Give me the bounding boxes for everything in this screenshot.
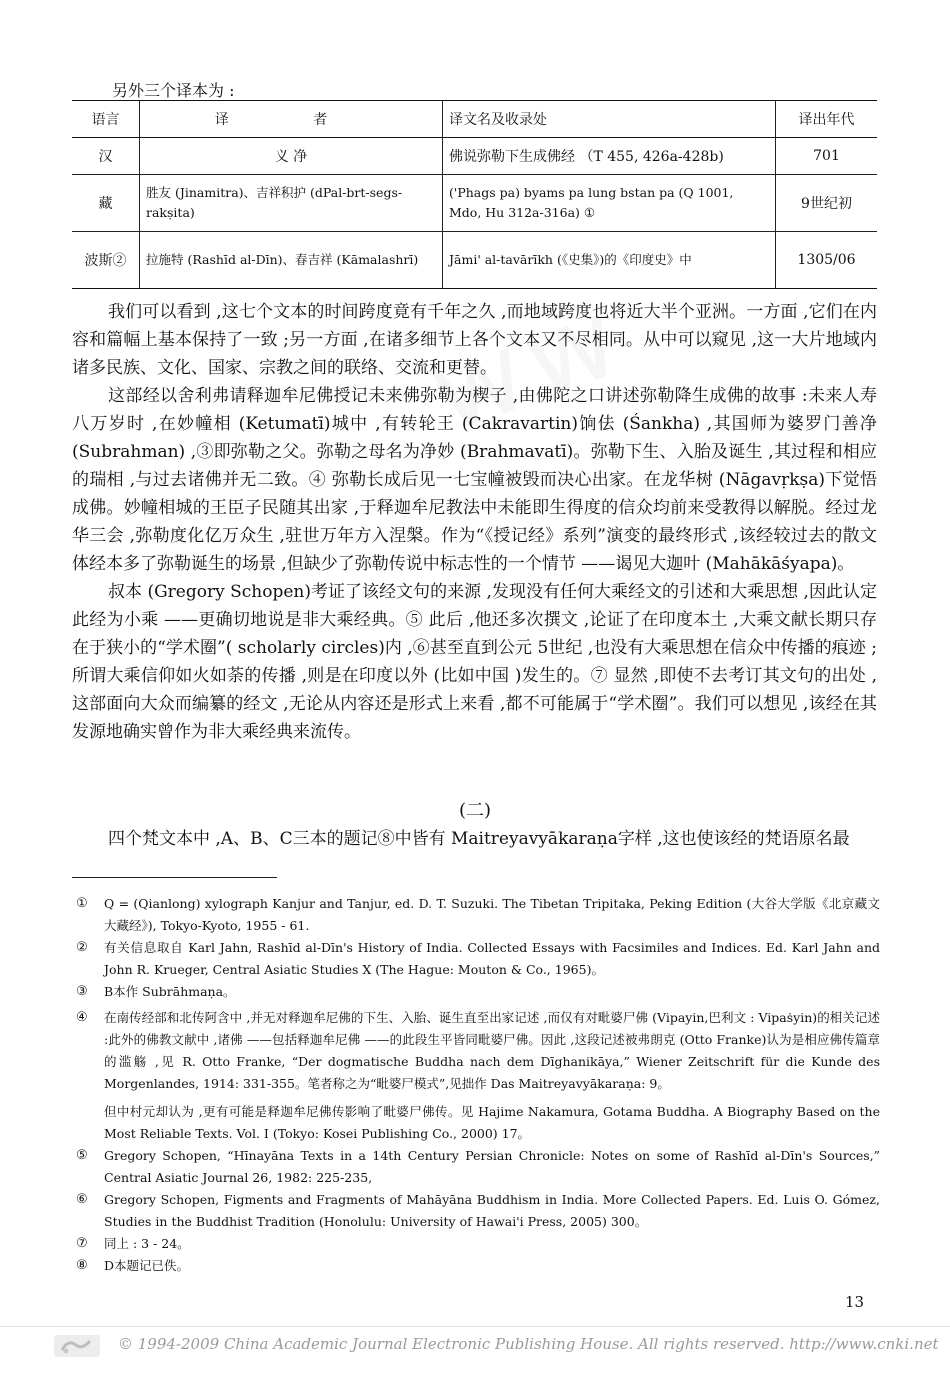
paragraph-2: 这部经以舍利弗请释迦牟尼佛授记未来佛弥勒为楔子 ,由佛陀之口讲述弥勒降生成佛的故事 :未来人寿八万岁时 ,在妙幢相 (Ketumatī)城中 ,有转轮王 (Cakravartin)饷佉 (Śankha) ,其国师为婆罗门善净 (Subrahman) ,③即弥勒之父。弥勒之母名为净妙 (Brahmavatī)。弥勒下生、入胎及诞生 ,其过程和相应的瑞相 ,与过去诸佛并无二致。④ 弥勒长成后见一七宝幢被毁而决心出家。在龙华树 (Nāgavṛkṣa)下觉悟成佛。妙幢相城的王臣子民随其出家 ,于释迦牟尼教法中未能即生得度的信众均前来受教得以解脱。经过龙华三会 ,弥勒度化亿万众生 ,驻世万年方入涅槃。作为“《授记经》系列”演变的最终形式 ,该经较过去的散文体经本多了弥勒诞生的场景 ,但缺少了弥勒传说中标志性的一个情节 ——谒见大迦叶 (Mahākāśyapa)。 <box>72 386 877 574</box>
header-date: 译出年代 <box>776 101 878 138</box>
footnote <box>76 1233 880 1255</box>
section-heading: (二) <box>458 800 492 821</box>
cell-language: 汉 <box>72 138 140 175</box>
table-header-row <box>72 101 877 138</box>
page-number: 13 <box>845 1293 865 1311</box>
footnote-text: B本作 Subrāhmaṇa。 <box>104 984 236 999</box>
footnote-mark: ⑥ <box>76 1192 88 1207</box>
intro-line: 另外三个译本为 : <box>112 81 235 100</box>
body-text <box>72 298 877 746</box>
cell-title: Jāmi' al-tavārīkh (《史集》)的《印度史》中 <box>443 232 776 289</box>
cell-date: 1305/06 <box>776 232 878 289</box>
paragraph-1: 我们可以看到 ,这七个文本的时间跨度竟有千年之久 ,而地域跨度也将近大半个亚洲。一方面 ,它们在内容和篇幅上基本保持了一致 ;另一方面 ,在诸多细节上各个文本又不尽相同。从中可以窥见 ,这一大片地域内诸多民族、文化、国家、宗教之间的联络、交流和更替。 <box>72 302 877 378</box>
table-row <box>72 175 877 232</box>
footnote <box>76 1145 880 1189</box>
footnote-mark: ⑦ <box>76 1236 88 1251</box>
footnote-text: 同上 : 3 - 24。 <box>104 1236 190 1251</box>
footnote-text: Gregory Schopen, Figments and Fragments of Mahāyāna Buddhism in India. More Collected Papers. Ed. Luis O. Gómez, Studies in the Buddhist Tradition (Honolulu: University of Hawai'i Press, 2005) 300。 <box>104 1192 880 1229</box>
cell-translator: 胜友 (Jinamitra)、吉祥积护 (dPal-brt-segs-rakṣita) <box>140 175 443 232</box>
table-row <box>72 232 877 289</box>
cell-title: ('Phags pa) byams pa lung bstan pa (Q 1001, Mdo, Hu 312a-316a) ① <box>443 175 776 232</box>
footnote-mark: ⑤ <box>76 1148 88 1163</box>
footnote <box>76 893 880 937</box>
footnote-mark: ④ <box>76 1010 88 1025</box>
footnote-mark: ⑧ <box>76 1258 88 1273</box>
footnote-mark: ② <box>76 940 88 955</box>
header-language: 语言 <box>72 101 140 138</box>
cell-title: 佛说弥勒下生成佛经 （T 455, 426a-428b) <box>443 138 776 175</box>
cell-translator: 义 净 <box>140 138 443 175</box>
header-translator: 译 者 <box>140 101 443 138</box>
cell-language: 藏 <box>72 175 140 232</box>
footer <box>0 1326 950 1365</box>
footnote-text: 有关信息取自 Karl Jahn, Rashīd al-Dīn's History of India. Collected Essays with Facsimiles and Indices. Ed. Karl Jahn and John R. Krueger, Central Asiatic Studies X (The Hague: Mouton & Co., 1965)。 <box>104 940 880 977</box>
table-row <box>72 138 877 175</box>
footnote <box>76 1007 880 1095</box>
cell-date: 9世纪初 <box>776 175 878 232</box>
cell-date: 701 <box>776 138 878 175</box>
cnki-logo-icon <box>54 1335 100 1357</box>
paragraph-3: 叔本 (Gregory Schopen)考证了该经文句的来源 ,发现没有任何大乘经文的引述和大乘思想 ,因此认定此经为小乘 ——更确切地说是非大乘经典。⑤ 此后 ,他还多次撰文 ,论证了在印度本土 ,大乘文献长期只存在于狭小的“学术圈”( scholarly circles)内 ,⑥甚至直到公元 5世纪 ,也没有大乘思想在信众中传播的痕迹 ;所谓大乘信仰如火如荼的传播 ,则是在印度以外 (比如中国 )发生的。⑦ 显然 ,即使不去考订其文句的出处 ,这部面向大众而编纂的经文 ,无论从内容还是形式上来看 ,都不可能属于“学术圈”。我们可以想见 ,该经在其发源地确实曾作为非大乘经典来流传。 <box>72 582 877 742</box>
footnote-rule <box>72 877 277 878</box>
header-title: 译文名及收录处 <box>443 101 776 138</box>
footnote-text: Gregory Schopen, “Hīnayāna Texts in a 14th Century Persian Chronicle: Notes on some of Rashīd al-Dīn's Sources,” Central Asiatic Journal 26, 1982: 225-235, <box>104 1148 880 1185</box>
continuation-text <box>72 825 877 853</box>
translations-table <box>72 100 877 289</box>
cell-language: 波斯② <box>72 232 140 289</box>
footnote <box>76 937 880 981</box>
footnote <box>76 1189 880 1233</box>
footnote-text: Q = (Qianlong) xylograph Kanjur and Tanjur, ed. D. T. Suzuki. The Tibetan Tripitaka, Peking Edition (大谷大学版《北京藏文大藏经》), Tokyo-Kyoto, 1955 - 61. <box>104 896 880 933</box>
footnote-text: D本题记已佚。 <box>104 1258 190 1273</box>
footnote-mark: ③ <box>76 984 88 999</box>
footnote <box>76 1255 880 1277</box>
footnote <box>76 981 880 1003</box>
paragraph-4: 四个梵文本中 ,A、B、C三本的题记⑧中皆有 Maitreyavyākaraṇa字样 ,这也使该经的梵语原名最 <box>108 829 850 849</box>
cell-translator: 拉施特 (Rashīd al-Dīn)、春吉祥 (Kāmalashrī) <box>140 232 443 289</box>
footnote-text: 在南传经部和北传阿含中 ,并无对释迦牟尼佛的下生、入胎、诞生直至出家记述 ,而仅有对毗婆尸佛 (Vipayin,巴利文 : Vipaṡyin)的相关记述 :此外的佛教文献中 ,诸佛 ——包括释迦牟尼佛 ——的此段生平皆同毗婆尸佛。因此 ,这段记述被弗朗克 (Otto Franke)认为是相应佛传篇章的滥觞 ,见 R. Otto Franke, “Der dogmatische Buddha nach dem Dīghanikāya,” Wiener Zeitschrift für die Kunde des Morgenlandes, 1914: 331-355。笔者称之为“毗婆尸模式”,见拙作 Das Maitreyavyākaraṇa: 9。 <box>104 1010 880 1091</box>
footnote-text: 但中村元却认为 ,更有可能是释迦牟尼佛传影响了毗婆尸佛传。见 Hajime Nakamura, Gotama Buddha. A Biography Based on the Most Reliable Texts. Vol. I (Tokyo: Kosei Publishing Co., 2000) 17。 <box>104 1104 880 1141</box>
footnote-continuation <box>104 1101 880 1145</box>
footnote-mark: ① <box>76 896 88 911</box>
footer-copyright: © 1994-2009 China Academic Journal Electronic Publishing House. All rights reserved. http://www.cnki.net <box>118 1335 939 1353</box>
